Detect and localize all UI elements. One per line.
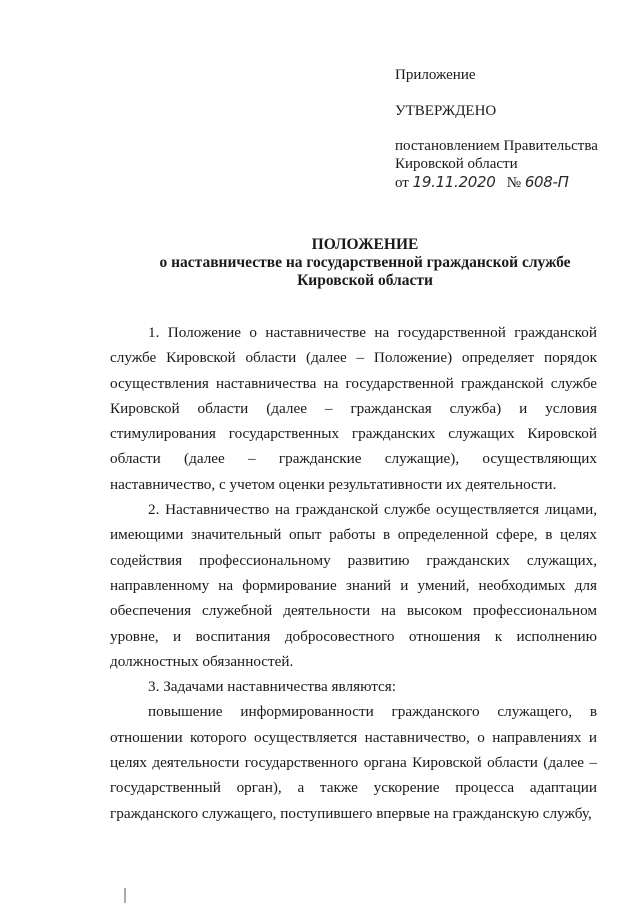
title-line-3: Кировской области <box>297 272 433 289</box>
decree-line-1: постановлением Правительства <box>395 138 598 154</box>
decree-line-2: Кировской области <box>395 156 518 172</box>
title-line-2: о наставничестве на государственной гражданской службе <box>159 254 571 271</box>
paragraph-3: 3. Задачами наставничества являются: <box>148 678 396 696</box>
number-prefix: № <box>506 175 522 191</box>
date-prefix: от <box>395 175 409 191</box>
title-line-1: ПОЛОЖЕНИЕ <box>311 236 419 253</box>
handwritten-number: 608-П <box>524 173 569 191</box>
paragraph-4: повышение информированности гражданского служащего, в отношении которого осуществляется наставничество, о направлениях и целях деятельности государственного органа Кировской области (далее – государственный орган), а также ускорение процесса адаптации гражданского служащего, поступившего впервые на гражданскую службу, <box>110 703 597 822</box>
paragraph-1: 1. Положение о наставничестве на государственной гражданской службе Кировской области (далее – Положение) определяет порядок осуществления наставничества на государственной гражданской службе Кировской области (далее – гражданская служба) и условия стимулирования государственных гражданских служащих Кировской области (далее – гражданские служащие), осуществляющих наставничество, с учетом оценки результативности их деятельности. <box>110 324 597 493</box>
handwritten-date: 19.11.2020 <box>412 173 496 191</box>
approved-label: УТВЕРЖДЕНО <box>395 103 497 119</box>
paragraph-2: 2. Наставничество на гражданской службе осуществляется лицами, имеющими значительный опыт работы в определенной сфере, в целях содействия профессиональному развитию гражданских служащих, направленному на формирование знаний и умений, необходимых для обеспечения служебной деятельности на высоком профессиональном уровне, и воспитания добросовестного отношения к исполнению должностных обязанностей. <box>110 501 597 670</box>
appendix-label: Приложение <box>395 67 476 83</box>
